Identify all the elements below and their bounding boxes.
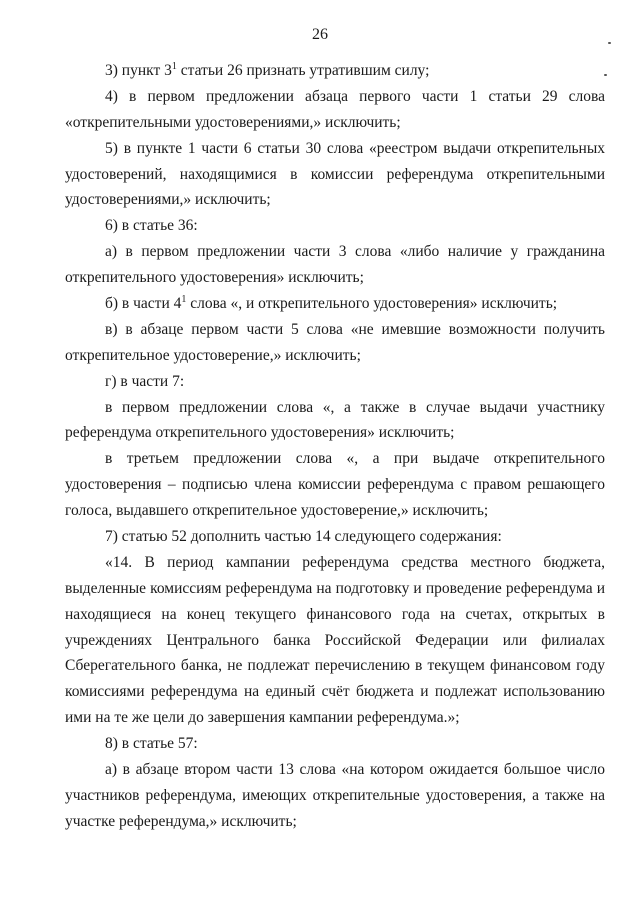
line-text: статьи 26 признать утратившим силу; xyxy=(176,62,430,79)
text-line: в) в абзаце первом части 5 слова «не имевшие возможности получить xyxy=(105,320,605,338)
text-line: Сберегательного банка, не подлежат перечислению в текущем финансовом году xyxy=(65,657,605,675)
line-text: слова «, и открепительного удостоверения» исключить; xyxy=(186,295,558,313)
text-line: участке референдума,» исключить; xyxy=(65,812,297,830)
text-line: референдума открепительного удостоверения» исключить; xyxy=(65,424,455,442)
text-line: «14. В период кампании референдума средства местного бюджета, xyxy=(105,553,605,571)
text-line: 5) в пункте 1 части 6 статьи 30 слова «реестром выдачи открепительных xyxy=(105,139,605,157)
text-line: а) в первом предложении части 3 слова «либо наличие у гражданина xyxy=(105,243,605,261)
text-line: ими на те же цели до завершения кампании референдума.»; xyxy=(65,709,460,727)
line-text: 3) пункт 3 xyxy=(105,62,172,79)
text-line: открепительное удостоверение,» исключить; xyxy=(65,346,361,364)
text-line: в третьем предложении слова «, а при выдаче открепительного xyxy=(105,450,605,468)
page-number: 26 xyxy=(312,26,328,43)
text-line: 7) статью 52 дополнить частью 14 следующего содержания: xyxy=(105,528,502,546)
text-line: голоса, выдавшего открепительное удостоверение,» исключить; xyxy=(65,502,489,520)
scan-speck xyxy=(604,74,607,76)
text-line xyxy=(65,58,605,84)
text-line: участников референдума, имеющих открепительные удостоверения, а также на xyxy=(65,786,605,804)
text-line: г) в части 7: xyxy=(105,372,185,390)
text-line: удостоверениями,» исключить; xyxy=(65,191,271,209)
text-line: комиссиями референдума на единый счёт бюджета и подлежат использованию xyxy=(65,683,605,701)
superscript: 1 xyxy=(171,61,177,72)
text-line: находящиеся на конец текущего финансового года на счетах, открытых в xyxy=(65,605,605,623)
text-line: 6) в статье 36: xyxy=(105,217,198,235)
text-line: в первом предложении слова «, а также в случае выдачи участнику xyxy=(105,398,605,416)
text-line: открепительного удостоверения» исключить; xyxy=(65,269,364,287)
text-line: учреждениях Центрального банка Российской Федерации или филиалах xyxy=(65,631,605,649)
line-text: б) в части 4 xyxy=(105,295,182,313)
scan-speck xyxy=(608,42,611,44)
text-line: «открепительными удостоверениями,» исключить; xyxy=(65,113,401,131)
text-line: удостоверения – подписью члена комиссии референдума с правом решающего xyxy=(65,476,605,494)
text-line: удостоверений, находящимися в комиссии референдума открепительными xyxy=(65,165,605,183)
text-line: выделенные комиссиям референдума на подготовку и проведение референдума и xyxy=(65,579,605,597)
text-line: 8) в статье 57: xyxy=(105,735,198,753)
document-body xyxy=(65,58,605,835)
text-line: а) в абзаце втором части 13 слова «на котором ожидается большое число xyxy=(105,761,605,779)
text-line: 4) в первом предложении абзаца первого части 1 статьи 29 слова xyxy=(105,87,605,105)
superscript: 1 xyxy=(181,294,187,306)
text-line xyxy=(65,291,605,317)
